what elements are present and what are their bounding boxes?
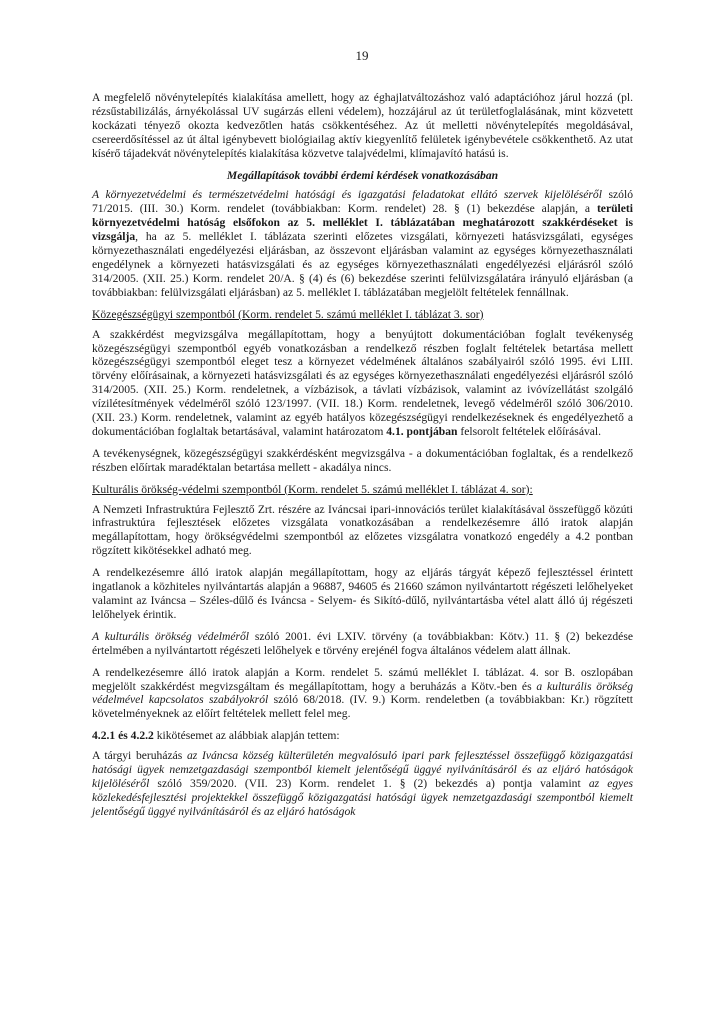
paragraph-investment-basis bbox=[92, 749, 633, 819]
italic-decree-title: az egyes közlekedésfejlesztési projektekkel összefüggő közigazgatási hatósági ügyek nemzetgazdasági szempontból kiemelt jelentőségű üggyé nyilvánításáról és az eljáró hatóságok bbox=[92, 776, 633, 818]
section-heading-further-findings: Megállapítások további érdemi kérdések vonatkozásában bbox=[226, 168, 499, 182]
page-number: 19 bbox=[355, 48, 369, 63]
text-span: A tárgyi beruházás bbox=[92, 749, 187, 763]
italic-law-title: A kulturális örökség védelméről bbox=[92, 629, 249, 643]
italic-decree-title: az Iváncsa község külterületén megvalósuló ipari park fejlesztéssel összefüggő közigazgatási hatósági ügyek nemzetgazdasági szempontból kiemelt jelentőségű üggyé nyilvánításáról és az eljáró hatóságok kijelöléséről bbox=[92, 749, 633, 790]
paragraph-archaeological-sites: A rendelkezésemre álló iratok alapján megállapítottam, hogy az eljárás tárgyát képező fejlesztéssel érintett ingatlanok a közhiteles nyilvántartás alapján a 96887, 94605 és 21660 számon nyilvántartott régészeti lelőhelyeket valamint az Iváncsa – Széles-dűlő és Iváncsa - Selyem- és Sikító-dűlő, nyilvántartásba vétel alatt álló új régészeti lelőhelyek érintik. bbox=[92, 566, 633, 621]
italic-decree-title: A környezetvédelmi és természetvédelmi hatósági és igazgatási feladatokat ellátó szervek kijelöléséről bbox=[92, 188, 602, 202]
text-span: felsorolt feltételek előírásával. bbox=[457, 424, 602, 438]
text-span: A szakkérdést megvizsgálva megállapítottam, hogy a benyújtott dokumentációban foglalt tevékenység közegészségügyi szempontból egyéb vonatkozásban a rendelkező részben foglalt feltételek betartása mellett közegészségügyi szempontból eleget tesz a környezet védelmének általános szabályairól szóló 1995. évi LIII. törvény előírásainak, a környezeti hatásvizsgálati és az egységes környezethasználati engedélyezési eljárásról szóló 314/2005. (XII. 25.) Korm. rendeletnek, a vízbázisok, a távlati vízbázisok, valamint az ivóvízellátást szolgáló vízilétesítmények védelméről szóló 123/1997. (VII. 18.) Korm. rendeletnek, levegő védelméről szóló 306/2010. (XII. 23.) Korm. rendeletnek, valamint az egyéb hatályos közegészségügyi rendelkezéseknek és engedélyezhető a dokumentációban foglaltak betartásával, valamint határozatom bbox=[92, 327, 633, 438]
paragraph-public-health-conclusion: A tevékenységnek, közegészségügyi szakkérdésként megvizsgálva - a dokumentációban foglaltak, és a rendelkező részben előírtak maradéktalan betartása mellett - akadálya nincs. bbox=[92, 446, 633, 474]
section-heading-public-health: Közegészségügyi szempontból (Korm. rendelet 5. számú melléklet I. táblázat 3. sor) bbox=[92, 307, 484, 321]
bold-emphasis: területi környezetvédelmi hatóság elsőfokon az 5. melléklet I. táblázatában meghatározott szakkérdéseket is vizsgálja bbox=[92, 202, 633, 244]
paragraph-vegetation: A megfelelő növénytelepítés kialakítása amellett, hogy az éghajlatváltozáshoz való adaptációhoz járul hozzá (pl. rézsűstabilizálás, árnyékolással UV sugárzás elleni védelem), hozzájárul az út területfoglalásának, mint közvetett kockázati tényező okozta kedvezőtlen hatás csökkentéséhez. Az út melletti növénytelepítés megoldásával, csereerdősítéssel az út által igénybevett biológiailag aktív kiegyenlítő felületek igénybevétele csökkenthető. Az utat kísérő tájadekvát növénytelepítés kialakítása közvetve talajvédelmi, klímajavító hatású is. bbox=[92, 91, 633, 160]
paragraph-heritage-law bbox=[92, 630, 633, 658]
text-span: szóló 71/2015. (III. 30.) Korm. rendelet (továbbiakban: Korm. rendelet) 28. § (1) bekezdése alapján, a bbox=[92, 188, 633, 216]
page-body bbox=[92, 91, 633, 827]
text-span: szóló 68/2018. (IV. 9.) Korm. rendeletben (a továbbiakban: Kr.) rögzített követelményeknek az előírt feltételek mellett felel meg. bbox=[92, 693, 633, 721]
text-span: szóló 359/2020. (VII. 23) Korm. rendelet 1. § (2) bekezdés a) pontja valamint bbox=[149, 776, 589, 790]
paragraph-public-health-finding bbox=[92, 328, 633, 439]
bold-emphasis: 4.2.1 és 4.2.2 bbox=[92, 729, 154, 743]
italic-decree-title: a kulturális örökség védelmével kapcsolatos szabályokról bbox=[92, 679, 633, 707]
bold-emphasis: 4.1. pontjában bbox=[386, 424, 458, 438]
paragraph-heritage-requirements bbox=[92, 666, 633, 722]
text-span: szóló 2001. évi LXIV. törvény (a továbbiakban: Kötv.) 11. § (2) bekezdése értelmében a nyilvántartott régészeti lelőhelyek e törvény erejénél fogva általános védelem alatt állnak. bbox=[92, 629, 633, 657]
text-span: kikötésemet az alábbiak alapján tettem: bbox=[153, 729, 340, 743]
paragraph-conditions-intro bbox=[92, 729, 633, 743]
paragraph-heritage-finding: A Nemzeti Infrastruktúra Fejlesztő Zrt. részére az Iváncsai ipari-innovációs terület kialakításával összefüggő közúti infrastruktúra fejlesztések előzetes vizsgálata vonatkozásában a rendelkezésemre álló iratok alapján megállapítottam, hogy örökségvédelmi szempontból az előzetes vizsgálatra vonatkozó engedély a 4.2 pontban rögzített kikötésekkel adható meg. bbox=[92, 502, 633, 558]
text-span: A rendelkezésemre álló iratok alapján a Korm. rendelet 5. számú melléklet I. táblázat. 4. sor B. oszlopában megjelölt szakkérdést megvizsgáltam és megállapítottam, hogy a beruházás a Kötv.-ben és bbox=[92, 665, 633, 693]
paragraph-authority-designation bbox=[92, 188, 633, 299]
section-heading-cultural-heritage: Kulturális örökség-védelmi szempontból (Korm. rendelet 5. számú melléklet I. táblázat 4. sor): bbox=[92, 482, 533, 496]
text-span: , ha az 5. melléklet I. táblázata szerinti előzetes vizsgálati, környezeti hatásvizsgálati, egységes környezethasználati engedélyezési eljárásban, az összevont eljárásban valamint az egységes környezethasználati engedélynek a környezeti hatásvizsgálati és az egységes környezethasználati engedélyezési eljárásról szóló 314/2005. (XII. 25.) Korm. rendelet 20/A. § (4) és (6) bekezdése szerinti felülvizsgálatára irányuló eljárásban (a továbbiakban: felülvizsgálati eljárásban) az 5. melléklet I. táblázatában megjelölt feltételek fennállnak. bbox=[92, 230, 633, 299]
